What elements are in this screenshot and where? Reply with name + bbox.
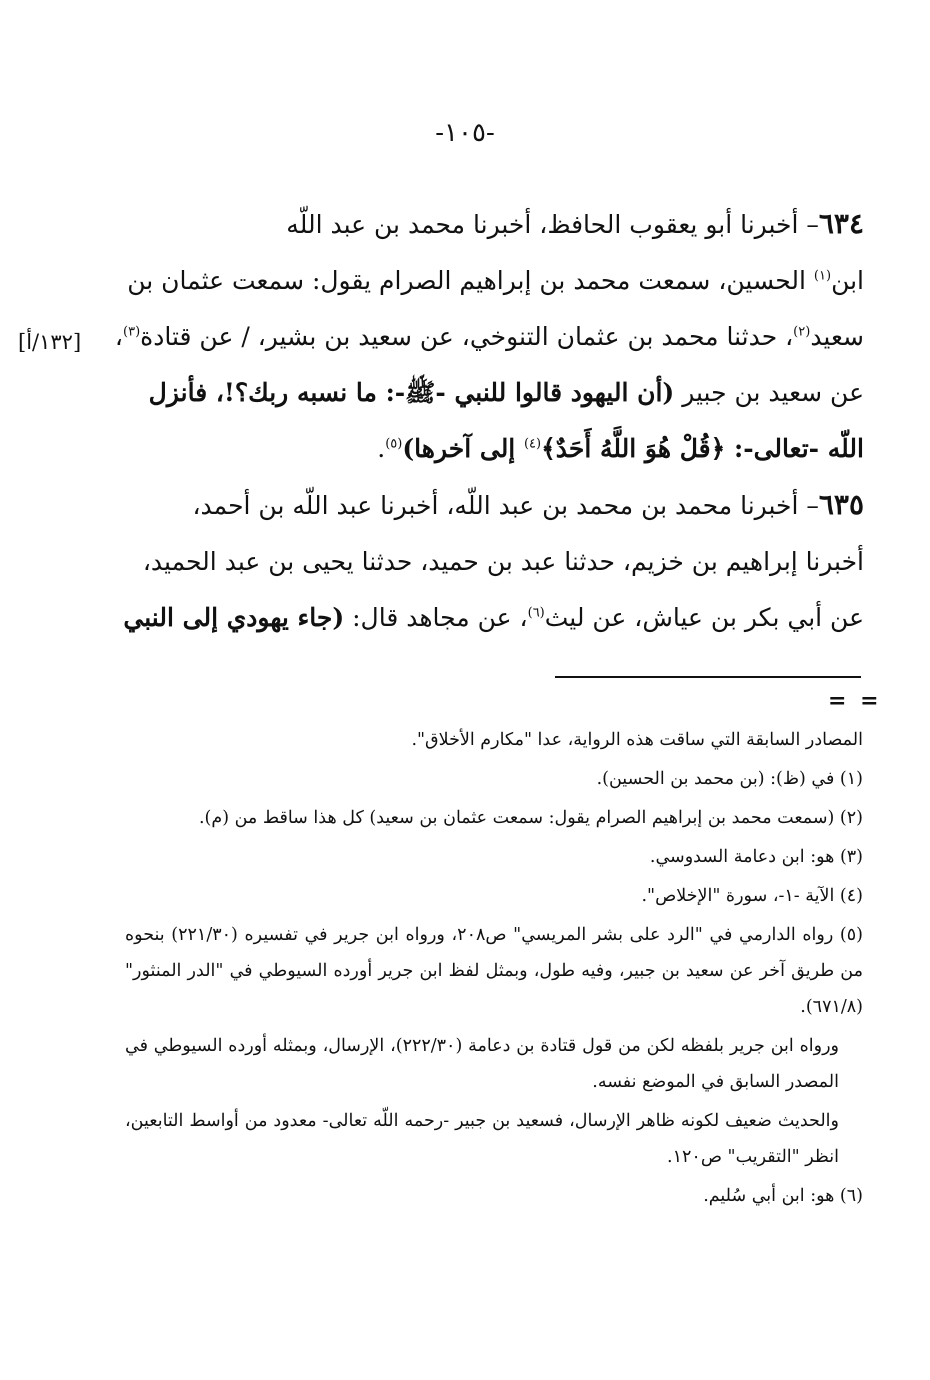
manuscript-folio-marker: [١٣٢/أ]: [18, 330, 82, 354]
hadith-matn: إلى آخرها): [402, 434, 524, 463]
hadith-635-line-3: [112, 590, 864, 646]
footnote-5: (٥) رواه الدارمي في "الرد على بشر المريسي" ص٢٠٨، ورواه ابن جرير في تفسيره (٢٢١/٣٠) بنحوه من طريق آخر عن سعيد بن جبير، وفيه طول، وبمثل لفظ ابن جرير أورده السيوطي في "الدر المنثور" (٦٧١/٨).: [125, 925, 863, 1017]
hadith-634-line-2: [112, 253, 864, 309]
hadith-matn: (جاء يهودي إلى النبي: [123, 603, 345, 632]
text-span: ابن: [831, 266, 864, 295]
footnote-ref: (٣): [123, 324, 141, 340]
hadith-634-line-1: [112, 196, 864, 253]
hadith-634-line-4: [112, 365, 864, 421]
hadith-matn: (أن اليهود قالوا للنبي -ﷺ-: ما نسبه ربك؟!، فأنزل: [148, 378, 675, 407]
text-span: عن سعيد بن جبير: [674, 378, 864, 407]
text-span: – أخبرنا أبو يعقوب الحافظ، أخبرنا محمد بن عبد اللّه: [286, 210, 819, 239]
footnote-1: (١) في (ظ): (بن محمد بن الحسين).: [596, 769, 863, 789]
footnote-continuation: المصادر السابقة التي ساقت هذه الرواية، عدا "مكارم الأخلاق".: [411, 730, 863, 750]
continuation-mark: = =: [828, 688, 882, 714]
hadith-634-line-3: [112, 309, 864, 365]
text-span: – أخبرنا محمد بن محمد بن عبد اللّه، أخبرنا عبد اللّه بن أحمد،: [192, 491, 819, 520]
footnote-ref: (٢): [793, 324, 811, 340]
footnote-ref: (١): [813, 268, 832, 284]
hadith-634-line-5: [112, 421, 864, 477]
text-span: سعيد: [810, 322, 864, 351]
hadith-635-line-2: أخبرنا إبراهيم بن خزيم، حدثنا عبد بن حميد، حدثنا يحيى بن عبد الحميد،: [142, 547, 864, 576]
text-span: ، حدثنا محمد بن عثمان التنوخي، عن سعيد بن بشير، / عن قتادة: [140, 322, 794, 351]
footnote-ref: (٥): [385, 436, 403, 452]
footnote-separator: [555, 676, 861, 678]
page-number: -١٠٥-: [435, 118, 495, 148]
footnotes: [125, 722, 863, 1217]
hadith-number: ٦٣٥: [818, 488, 864, 521]
footnote-6: (٦) هو: ابن أبي سُليم.: [703, 1186, 863, 1206]
footnote-ref: (٦): [527, 605, 545, 621]
footnote-ref: (٤): [523, 436, 542, 452]
footnote-5-grading: والحديث ضعيف لكونه ظاهر الإرسال، فسعيد بن جبير -رحمه اللّه تعالى- معدود من أواسط التابعين، انظر "التقريب" ص١٢٠.: [125, 1111, 839, 1167]
footnote-4: (٤) الآية -١-، سورة "الإخلاص".: [641, 886, 863, 906]
text-span: الحسين، سمعت محمد بن إبراهيم الصرام يقول: سمعت عثمان بن: [127, 266, 814, 295]
main-text: [112, 196, 864, 646]
text-span: .: [377, 434, 386, 463]
text-span: ، عن مجاهد قال:: [344, 603, 528, 632]
hadith-635-line-1: [112, 477, 864, 534]
text-span: ،: [114, 322, 123, 351]
footnote-5-continued: ورواه ابن جرير بلفظه لكن من قول قتادة بن دعامة (٢٢٢/٣٠)، الإرسال، وبمثله أورده السيوطي في المصدر السابق في الموضع نفسه.: [125, 1036, 839, 1092]
footnote-2: (٢) (سمعت محمد بن إبراهيم الصرام يقول: سمعت عثمان بن سعيد) كل هذا ساقط من (م).: [198, 808, 863, 828]
hadith-number: ٦٣٤: [818, 207, 864, 240]
hadith-matn: اللّه -تعالى-: ﴿قُلْ هُوَ اللَّهُ أَحَدٌ﴾: [541, 434, 864, 463]
text-span: عن أبي بكر بن عياش، عن ليث: [544, 603, 864, 632]
footnote-3: (٣) هو: ابن دعامة السدوسي.: [649, 847, 863, 867]
